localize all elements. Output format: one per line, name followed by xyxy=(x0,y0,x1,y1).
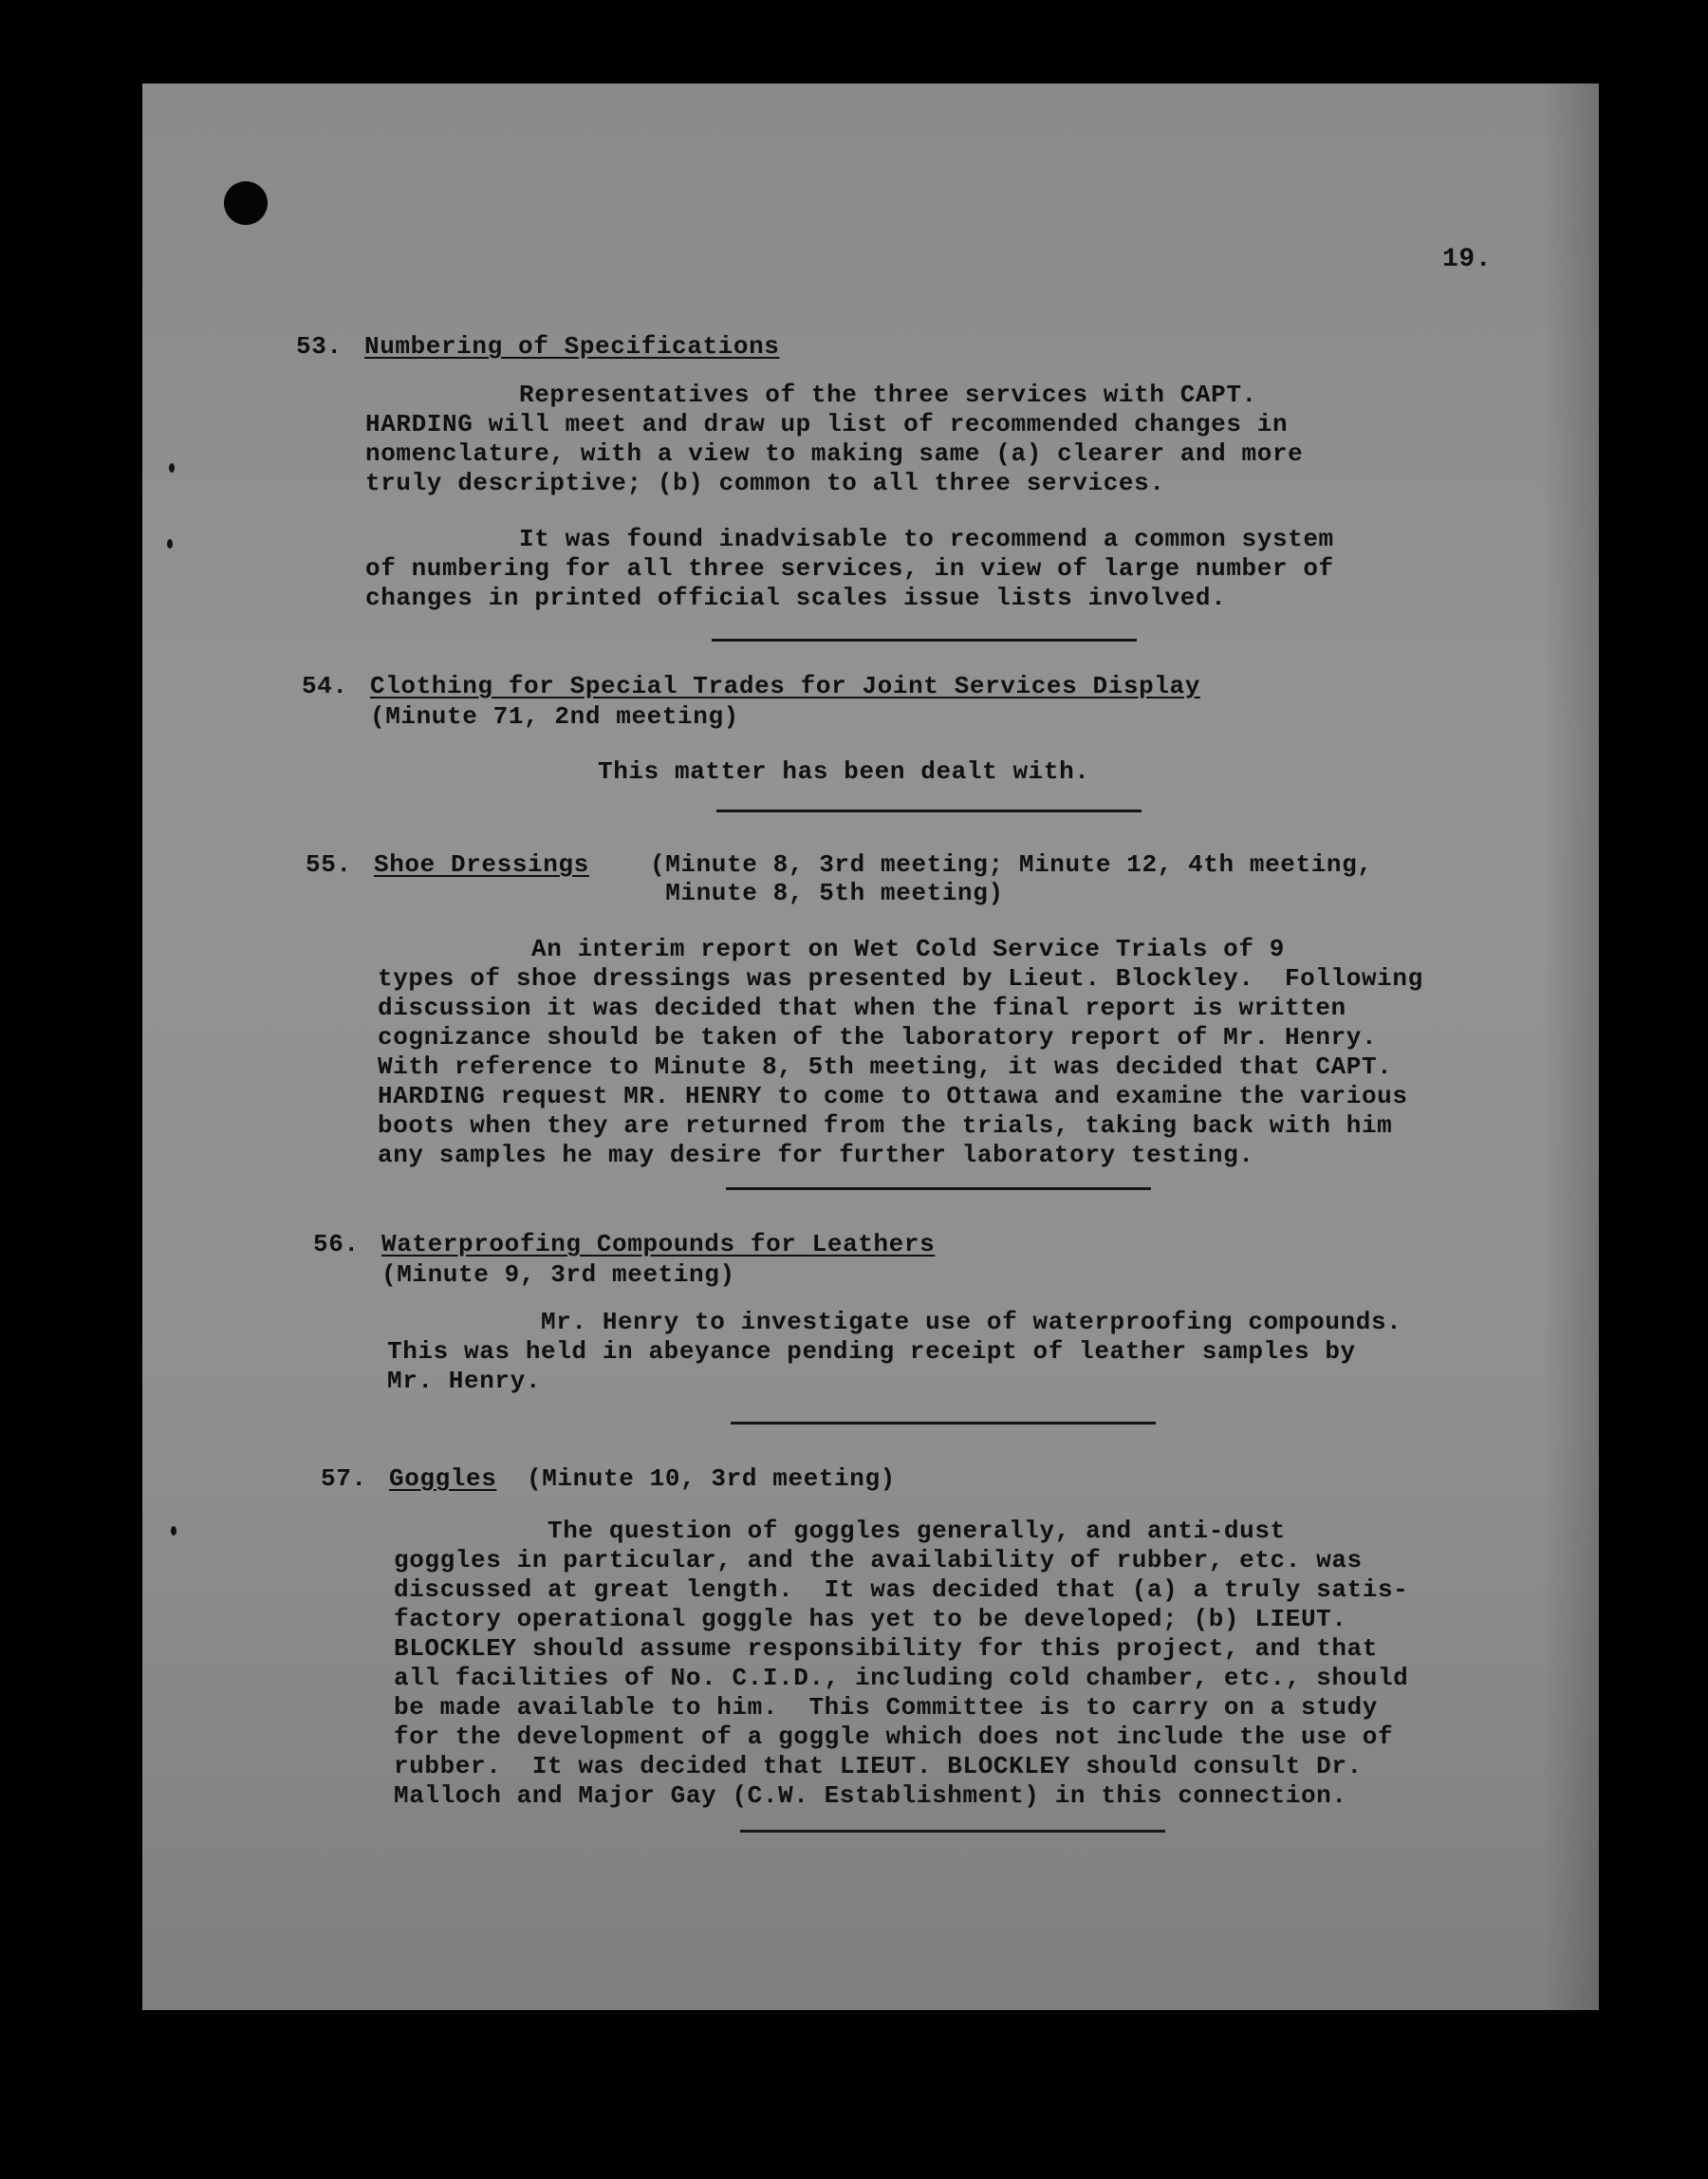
section-title: Clothing for Special Trades for Joint Services Display xyxy=(370,672,1200,700)
section-54-paragraph-1: This matter has been dealt with. xyxy=(598,757,1090,786)
section-55-paragraph-1: An interim report on Wet Cold Service Trials of 9 types of shoe dressings was presented by Lieut. Blockley. Following discussion it was decided that when the final report is written cognizance should be taken of the laboratory report of Mr. Henry. With reference to Minute 8, 5th meeting, it was decided that CAPT. HARDING request MR. HENRY to come to Ottawa and examine the various boots when they are returned from the trials, taking back with him any samples he may desire for further laboratory testing. xyxy=(378,935,1423,1169)
section-divider xyxy=(716,810,1142,812)
section-divider xyxy=(726,1187,1151,1190)
section-divider xyxy=(712,639,1137,642)
document-page xyxy=(142,84,1599,2010)
section-title: Goggles xyxy=(389,1464,497,1493)
section-number: 55. xyxy=(306,850,352,879)
scan-speck xyxy=(169,463,175,473)
punch-hole xyxy=(224,181,268,225)
section-54-minute-reference: (Minute 71, 2nd meeting) xyxy=(370,702,739,731)
scan-speck xyxy=(167,539,173,549)
page-number: 19. xyxy=(1442,245,1493,274)
section-number: 54. xyxy=(302,672,348,700)
section-divider xyxy=(731,1422,1156,1425)
section-57-minute-reference: (Minute 10, 3rd meeting) xyxy=(527,1464,896,1493)
section-56-paragraph-1: Mr. Henry to investigate use of waterproofing compounds. This was held in abeyance pending receipt of leather samples by Mr. Henry. xyxy=(387,1308,1402,1395)
section-title: Numbering of Specifications xyxy=(364,332,780,361)
section-53-paragraph-1: Representatives of the three services with CAPT. HARDING will meet and draw up list of recommended changes in nomenclature, with a view to making same (a) clearer and more truly descriptive; (b) common to all three services. xyxy=(365,381,1304,497)
section-number: 56. xyxy=(313,1230,360,1258)
section-55-minute-reference: (Minute 8, 3rd meeting; Minute 12, 4th meeting, Minute 8, 5th meeting) xyxy=(650,850,1373,907)
section-57-paragraph-1: The question of goggles generally, and anti-dust goggles in particular, and the availability of rubber, etc. was discussed at great length. It was decided that (a) a truly satis- factory operational goggle has yet to be developed; (b) LIEUT. BLOCKLEY should assume responsibility for this project, and that all facilities of No. C.I.D., including cold chamber, etc., should be made available to him. This Committee is to carry on a study for the development of a goggle which does not include the use of rubber. It was decided that LIEUT. BLOCKLEY should consult Dr. Malloch and Major Gay (C.W. Establishment) in this connection. xyxy=(394,1517,1409,1810)
section-number: 53. xyxy=(296,332,343,361)
section-title: Shoe Dressings xyxy=(374,850,589,879)
section-divider xyxy=(740,1830,1165,1833)
section-title: Waterproofing Compounds for Leathers xyxy=(381,1230,936,1258)
section-number: 57. xyxy=(321,1464,367,1493)
section-53-paragraph-2: It was found inadvisable to recommend a common system of numbering for all three services, in view of large number of changes in printed official scales issue lists involved. xyxy=(365,525,1334,612)
scan-speck xyxy=(171,1526,176,1536)
section-56-minute-reference: (Minute 9, 3rd meeting) xyxy=(381,1260,735,1289)
